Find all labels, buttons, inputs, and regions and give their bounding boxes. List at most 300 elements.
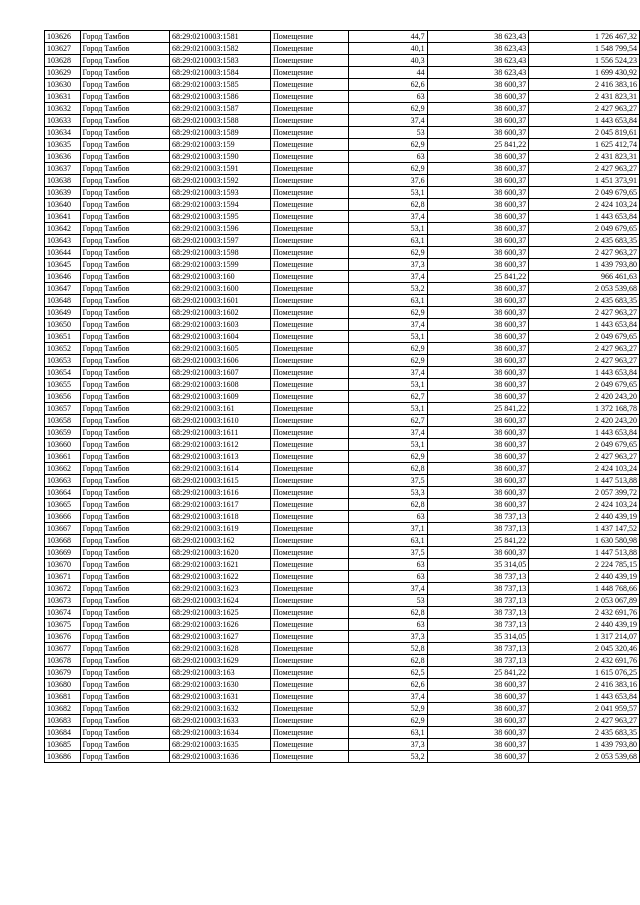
cadastral-value-cell: 1 448 768,66 (529, 583, 640, 595)
object-type-cell: Помещение (270, 331, 348, 343)
table-row (45, 403, 640, 415)
area-cell: 37,1 (348, 523, 427, 535)
municipality-cell: Город Тамбов (80, 187, 169, 199)
row-number-cell: 103668 (45, 535, 81, 547)
object-type-cell: Помещение (270, 139, 348, 151)
object-type-cell: Помещение (270, 67, 348, 79)
object-type-cell: Помещение (270, 559, 348, 571)
specific-value-cell: 38 600,37 (427, 499, 529, 511)
table-row (45, 283, 640, 295)
row-number-cell: 103634 (45, 127, 81, 139)
table-row (45, 691, 640, 703)
row-number-cell: 103637 (45, 163, 81, 175)
object-type-cell: Помещение (270, 247, 348, 259)
municipality-cell: Город Тамбов (80, 583, 169, 595)
table-row (45, 451, 640, 463)
table-row (45, 163, 640, 175)
cadastral-number-cell: 68:29:0210003:1627 (169, 631, 270, 643)
cadastral-value-table (44, 30, 640, 763)
object-type-cell: Помещение (270, 715, 348, 727)
municipality-cell: Город Тамбов (80, 667, 169, 679)
cadastral-number-cell: 68:29:0210003:160 (169, 271, 270, 283)
cadastral-value-cell: 2 432 691,76 (529, 607, 640, 619)
row-number-cell: 103656 (45, 391, 81, 403)
cadastral-value-cell: 1 556 524,23 (529, 55, 640, 67)
table-row (45, 367, 640, 379)
object-type-cell: Помещение (270, 499, 348, 511)
municipality-cell: Город Тамбов (80, 355, 169, 367)
specific-value-cell: 38 737,13 (427, 655, 529, 667)
specific-value-cell: 38 600,37 (427, 163, 529, 175)
object-type-cell: Помещение (270, 271, 348, 283)
specific-value-cell: 38 623,43 (427, 67, 529, 79)
specific-value-cell: 38 600,37 (427, 355, 529, 367)
cadastral-number-cell: 68:29:0210003:1585 (169, 79, 270, 91)
municipality-cell: Город Тамбов (80, 343, 169, 355)
municipality-cell: Город Тамбов (80, 295, 169, 307)
municipality-cell: Город Тамбов (80, 751, 169, 763)
area-cell: 62,8 (348, 607, 427, 619)
specific-value-cell: 38 600,37 (427, 727, 529, 739)
cadastral-number-cell: 68:29:0210003:1613 (169, 451, 270, 463)
municipality-cell: Город Тамбов (80, 403, 169, 415)
table-body (45, 31, 640, 763)
row-number-cell: 103660 (45, 439, 81, 451)
cadastral-value-cell: 966 461,63 (529, 271, 640, 283)
municipality-cell: Город Тамбов (80, 259, 169, 271)
cadastral-value-cell: 2 045 320,46 (529, 643, 640, 655)
municipality-cell: Город Тамбов (80, 223, 169, 235)
table-row (45, 535, 640, 547)
specific-value-cell: 38 600,37 (427, 691, 529, 703)
cadastral-number-cell: 68:29:0210003:1632 (169, 703, 270, 715)
object-type-cell: Помещение (270, 31, 348, 43)
object-type-cell: Помещение (270, 451, 348, 463)
object-type-cell: Помещение (270, 595, 348, 607)
cadastral-number-cell: 68:29:0210003:1635 (169, 739, 270, 751)
row-number-cell: 103659 (45, 427, 81, 439)
object-type-cell: Помещение (270, 199, 348, 211)
cadastral-number-cell: 68:29:0210003:1592 (169, 175, 270, 187)
object-type-cell: Помещение (270, 187, 348, 199)
table-row (45, 415, 640, 427)
area-cell: 53,1 (348, 187, 427, 199)
cadastral-number-cell: 68:29:0210003:1630 (169, 679, 270, 691)
area-cell: 63 (348, 571, 427, 583)
table-row (45, 739, 640, 751)
table-row (45, 667, 640, 679)
cadastral-number-cell: 68:29:0210003:1581 (169, 31, 270, 43)
cadastral-number-cell: 68:29:0210003:1619 (169, 523, 270, 535)
cadastral-value-cell: 2 420 243,20 (529, 415, 640, 427)
area-cell: 62,6 (348, 679, 427, 691)
cadastral-value-cell: 2 427 963,27 (529, 247, 640, 259)
specific-value-cell: 38 600,37 (427, 331, 529, 343)
municipality-cell: Город Тамбов (80, 247, 169, 259)
cadastral-number-cell: 68:29:0210003:1587 (169, 103, 270, 115)
table-row (45, 139, 640, 151)
object-type-cell: Помещение (270, 55, 348, 67)
row-number-cell: 103658 (45, 415, 81, 427)
object-type-cell: Помещение (270, 727, 348, 739)
cadastral-number-cell: 68:29:0210003:161 (169, 403, 270, 415)
row-number-cell: 103682 (45, 703, 81, 715)
cadastral-value-cell: 2 431 823,31 (529, 91, 640, 103)
area-cell: 62,6 (348, 79, 427, 91)
municipality-cell: Город Тамбов (80, 307, 169, 319)
cadastral-number-cell: 68:29:0210003:1598 (169, 247, 270, 259)
municipality-cell: Город Тамбов (80, 499, 169, 511)
specific-value-cell: 25 841,22 (427, 535, 529, 547)
row-number-cell: 103654 (45, 367, 81, 379)
row-number-cell: 103647 (45, 283, 81, 295)
specific-value-cell: 38 600,37 (427, 715, 529, 727)
object-type-cell: Помещение (270, 439, 348, 451)
object-type-cell: Помещение (270, 511, 348, 523)
object-type-cell: Помещение (270, 115, 348, 127)
row-number-cell: 103630 (45, 79, 81, 91)
cadastral-number-cell: 68:29:0210003:1621 (169, 559, 270, 571)
cadastral-value-cell: 1 443 653,84 (529, 427, 640, 439)
row-number-cell: 103672 (45, 583, 81, 595)
municipality-cell: Город Тамбов (80, 367, 169, 379)
specific-value-cell: 38 600,37 (427, 547, 529, 559)
area-cell: 62,9 (348, 343, 427, 355)
row-number-cell: 103686 (45, 751, 81, 763)
cadastral-number-cell: 68:29:0210003:1599 (169, 259, 270, 271)
cadastral-number-cell: 68:29:0210003:1610 (169, 415, 270, 427)
row-number-cell: 103666 (45, 511, 81, 523)
cadastral-value-cell: 2 420 243,20 (529, 391, 640, 403)
area-cell: 37,4 (348, 583, 427, 595)
specific-value-cell: 38 600,37 (427, 187, 529, 199)
municipality-cell: Город Тамбов (80, 67, 169, 79)
object-type-cell: Помещение (270, 655, 348, 667)
table-row (45, 355, 640, 367)
area-cell: 53,1 (348, 331, 427, 343)
cadastral-number-cell: 68:29:0210003:1606 (169, 355, 270, 367)
municipality-cell: Город Тамбов (80, 163, 169, 175)
area-cell: 40,3 (348, 55, 427, 67)
area-cell: 62,9 (348, 355, 427, 367)
object-type-cell: Помещение (270, 523, 348, 535)
row-number-cell: 103632 (45, 103, 81, 115)
specific-value-cell: 38 600,37 (427, 367, 529, 379)
cadastral-value-cell: 1 439 793,80 (529, 739, 640, 751)
area-cell: 53,3 (348, 487, 427, 499)
area-cell: 37,4 (348, 319, 427, 331)
municipality-cell: Город Тамбов (80, 571, 169, 583)
cadastral-value-cell: 2 224 785,15 (529, 559, 640, 571)
cadastral-value-cell: 1 548 799,54 (529, 43, 640, 55)
specific-value-cell: 38 600,37 (427, 199, 529, 211)
table-row (45, 223, 640, 235)
row-number-cell: 103679 (45, 667, 81, 679)
object-type-cell: Помещение (270, 703, 348, 715)
area-cell: 62,5 (348, 667, 427, 679)
table-row (45, 703, 640, 715)
object-type-cell: Помещение (270, 319, 348, 331)
specific-value-cell: 38 600,37 (427, 151, 529, 163)
cadastral-number-cell: 68:29:0210003:1607 (169, 367, 270, 379)
area-cell: 63 (348, 151, 427, 163)
object-type-cell: Помещение (270, 487, 348, 499)
cadastral-number-cell: 68:29:0210003:1614 (169, 463, 270, 475)
table-row (45, 427, 640, 439)
object-type-cell: Помещение (270, 475, 348, 487)
table-row (45, 511, 640, 523)
area-cell: 62,8 (348, 499, 427, 511)
area-cell: 63,1 (348, 535, 427, 547)
object-type-cell: Помещение (270, 547, 348, 559)
specific-value-cell: 25 841,22 (427, 403, 529, 415)
specific-value-cell: 38 600,37 (427, 463, 529, 475)
row-number-cell: 103673 (45, 595, 81, 607)
municipality-cell: Город Тамбов (80, 607, 169, 619)
object-type-cell: Помещение (270, 619, 348, 631)
area-cell: 63,1 (348, 727, 427, 739)
object-type-cell: Помещение (270, 403, 348, 415)
table-row (45, 727, 640, 739)
cadastral-value-cell: 2 427 963,27 (529, 355, 640, 367)
table-row (45, 463, 640, 475)
table-row (45, 643, 640, 655)
municipality-cell: Город Тамбов (80, 415, 169, 427)
cadastral-number-cell: 68:29:0210003:1623 (169, 583, 270, 595)
cadastral-value-cell: 2 424 103,24 (529, 499, 640, 511)
municipality-cell: Город Тамбов (80, 319, 169, 331)
cadastral-number-cell: 68:29:0210003:1631 (169, 691, 270, 703)
area-cell: 44,7 (348, 31, 427, 43)
specific-value-cell: 38 600,37 (427, 295, 529, 307)
municipality-cell: Город Тамбов (80, 487, 169, 499)
table-row (45, 595, 640, 607)
specific-value-cell: 38 600,37 (427, 439, 529, 451)
object-type-cell: Помещение (270, 295, 348, 307)
specific-value-cell: 38 600,37 (427, 451, 529, 463)
object-type-cell: Помещение (270, 175, 348, 187)
specific-value-cell: 25 841,22 (427, 271, 529, 283)
cadastral-number-cell: 68:29:0210003:1604 (169, 331, 270, 343)
table-row (45, 91, 640, 103)
specific-value-cell: 38 600,37 (427, 175, 529, 187)
area-cell: 62,9 (348, 451, 427, 463)
municipality-cell: Город Тамбов (80, 175, 169, 187)
area-cell: 53,1 (348, 379, 427, 391)
area-cell: 37,3 (348, 739, 427, 751)
cadastral-number-cell: 68:29:0210003:1596 (169, 223, 270, 235)
cadastral-value-cell: 2 435 683,35 (529, 235, 640, 247)
cadastral-number-cell: 68:29:0210003:1620 (169, 547, 270, 559)
object-type-cell: Помещение (270, 367, 348, 379)
row-number-cell: 103629 (45, 67, 81, 79)
cadastral-number-cell: 68:29:0210003:1624 (169, 595, 270, 607)
row-number-cell: 103678 (45, 655, 81, 667)
row-number-cell: 103635 (45, 139, 81, 151)
area-cell: 62,9 (348, 139, 427, 151)
municipality-cell: Город Тамбов (80, 463, 169, 475)
municipality-cell: Город Тамбов (80, 679, 169, 691)
cadastral-value-cell: 1 630 580,98 (529, 535, 640, 547)
area-cell: 37,4 (348, 427, 427, 439)
municipality-cell: Город Тамбов (80, 55, 169, 67)
cadastral-value-cell: 1 625 412,74 (529, 139, 640, 151)
cadastral-number-cell: 68:29:0210003:1597 (169, 235, 270, 247)
cadastral-number-cell: 68:29:0210003:1584 (169, 67, 270, 79)
object-type-cell: Помещение (270, 607, 348, 619)
row-number-cell: 103627 (45, 43, 81, 55)
cadastral-value-cell: 2 049 679,65 (529, 331, 640, 343)
municipality-cell: Город Тамбов (80, 655, 169, 667)
cadastral-value-cell: 2 440 439,19 (529, 511, 640, 523)
object-type-cell: Помещение (270, 235, 348, 247)
row-number-cell: 103684 (45, 727, 81, 739)
row-number-cell: 103663 (45, 475, 81, 487)
cadastral-value-cell: 1 451 373,91 (529, 175, 640, 187)
cadastral-number-cell: 68:29:0210003:1608 (169, 379, 270, 391)
area-cell: 62,8 (348, 655, 427, 667)
table-row (45, 571, 640, 583)
specific-value-cell: 38 600,37 (427, 427, 529, 439)
municipality-cell: Город Тамбов (80, 271, 169, 283)
area-cell: 62,8 (348, 463, 427, 475)
specific-value-cell: 38 600,37 (427, 343, 529, 355)
specific-value-cell: 38 737,13 (427, 595, 529, 607)
area-cell: 63 (348, 91, 427, 103)
cadastral-number-cell: 68:29:0210003:1594 (169, 199, 270, 211)
row-number-cell: 103650 (45, 319, 81, 331)
cadastral-value-cell: 2 427 963,27 (529, 451, 640, 463)
specific-value-cell: 38 600,37 (427, 223, 529, 235)
row-number-cell: 103645 (45, 259, 81, 271)
specific-value-cell: 38 737,13 (427, 583, 529, 595)
municipality-cell: Город Тамбов (80, 391, 169, 403)
cadastral-value-cell: 2 431 823,31 (529, 151, 640, 163)
cadastral-value-cell: 1 317 214,07 (529, 631, 640, 643)
table-row (45, 103, 640, 115)
row-number-cell: 103639 (45, 187, 81, 199)
municipality-cell: Город Тамбов (80, 283, 169, 295)
cadastral-number-cell: 68:29:0210003:1588 (169, 115, 270, 127)
object-type-cell: Помещение (270, 643, 348, 655)
area-cell: 37,6 (348, 175, 427, 187)
cadastral-number-cell: 68:29:0210003:1628 (169, 643, 270, 655)
cadastral-value-cell: 2 057 399,72 (529, 487, 640, 499)
cadastral-value-cell: 2 427 963,27 (529, 307, 640, 319)
cadastral-number-cell: 68:29:0210003:163 (169, 667, 270, 679)
municipality-cell: Город Тамбов (80, 331, 169, 343)
cadastral-number-cell: 68:29:0210003:1589 (169, 127, 270, 139)
cadastral-value-cell: 2 427 963,27 (529, 343, 640, 355)
row-number-cell: 103685 (45, 739, 81, 751)
object-type-cell: Помещение (270, 667, 348, 679)
table-row (45, 307, 640, 319)
cadastral-value-cell: 2 424 103,24 (529, 463, 640, 475)
specific-value-cell: 38 600,37 (427, 115, 529, 127)
object-type-cell: Помещение (270, 163, 348, 175)
cadastral-number-cell: 68:29:0210003:1629 (169, 655, 270, 667)
cadastral-value-cell: 1 443 653,84 (529, 211, 640, 223)
table-row (45, 55, 640, 67)
municipality-cell: Город Тамбов (80, 535, 169, 547)
row-number-cell: 103677 (45, 643, 81, 655)
cadastral-number-cell: 68:29:0210003:1593 (169, 187, 270, 199)
row-number-cell: 103641 (45, 211, 81, 223)
area-cell: 62,9 (348, 715, 427, 727)
cadastral-value-cell: 2 440 439,19 (529, 619, 640, 631)
cadastral-number-cell: 68:29:0210003:1609 (169, 391, 270, 403)
object-type-cell: Помещение (270, 427, 348, 439)
area-cell: 53,1 (348, 223, 427, 235)
municipality-cell: Город Тамбов (80, 91, 169, 103)
table-row (45, 499, 640, 511)
cadastral-number-cell: 68:29:0210003:1600 (169, 283, 270, 295)
cadastral-value-cell: 1 439 793,80 (529, 259, 640, 271)
municipality-cell: Город Тамбов (80, 475, 169, 487)
cadastral-value-cell: 2 053 539,68 (529, 751, 640, 763)
specific-value-cell: 38 623,43 (427, 55, 529, 67)
area-cell: 37,4 (348, 211, 427, 223)
row-number-cell: 103646 (45, 271, 81, 283)
municipality-cell: Город Тамбов (80, 31, 169, 43)
specific-value-cell: 25 841,22 (427, 139, 529, 151)
cadastral-number-cell: 68:29:0210003:1591 (169, 163, 270, 175)
municipality-cell: Город Тамбов (80, 79, 169, 91)
row-number-cell: 103643 (45, 235, 81, 247)
municipality-cell: Город Тамбов (80, 439, 169, 451)
municipality-cell: Город Тамбов (80, 427, 169, 439)
cadastral-value-cell: 2 049 679,65 (529, 187, 640, 199)
cadastral-value-cell: 1 447 513,88 (529, 547, 640, 559)
table-row (45, 619, 640, 631)
table-row (45, 187, 640, 199)
cadastral-number-cell: 68:29:0210003:1611 (169, 427, 270, 439)
row-number-cell: 103653 (45, 355, 81, 367)
cadastral-number-cell: 68:29:0210003:1636 (169, 751, 270, 763)
row-number-cell: 103631 (45, 91, 81, 103)
municipality-cell: Город Тамбов (80, 211, 169, 223)
municipality-cell: Город Тамбов (80, 643, 169, 655)
table-row (45, 655, 640, 667)
specific-value-cell: 38 600,37 (427, 679, 529, 691)
specific-value-cell: 38 737,13 (427, 643, 529, 655)
cadastral-value-cell: 2 427 963,27 (529, 715, 640, 727)
object-type-cell: Помещение (270, 739, 348, 751)
table-row (45, 31, 640, 43)
table-row (45, 199, 640, 211)
cadastral-number-cell: 68:29:0210003:1612 (169, 439, 270, 451)
area-cell: 40,1 (348, 43, 427, 55)
area-cell: 37,3 (348, 259, 427, 271)
specific-value-cell: 38 600,37 (427, 91, 529, 103)
cadastral-number-cell: 68:29:0210003:1583 (169, 55, 270, 67)
table-row (45, 247, 640, 259)
area-cell: 37,4 (348, 115, 427, 127)
table-row (45, 235, 640, 247)
cadastral-number-cell: 68:29:0210003:1605 (169, 343, 270, 355)
specific-value-cell: 38 600,37 (427, 259, 529, 271)
table-row (45, 487, 640, 499)
area-cell: 37,3 (348, 631, 427, 643)
area-cell: 53,2 (348, 751, 427, 763)
area-cell: 63 (348, 619, 427, 631)
area-cell: 63,1 (348, 295, 427, 307)
area-cell: 53 (348, 595, 427, 607)
table-row (45, 319, 640, 331)
specific-value-cell: 38 600,37 (427, 475, 529, 487)
specific-value-cell: 38 600,37 (427, 247, 529, 259)
cadastral-value-cell: 2 440 439,19 (529, 571, 640, 583)
